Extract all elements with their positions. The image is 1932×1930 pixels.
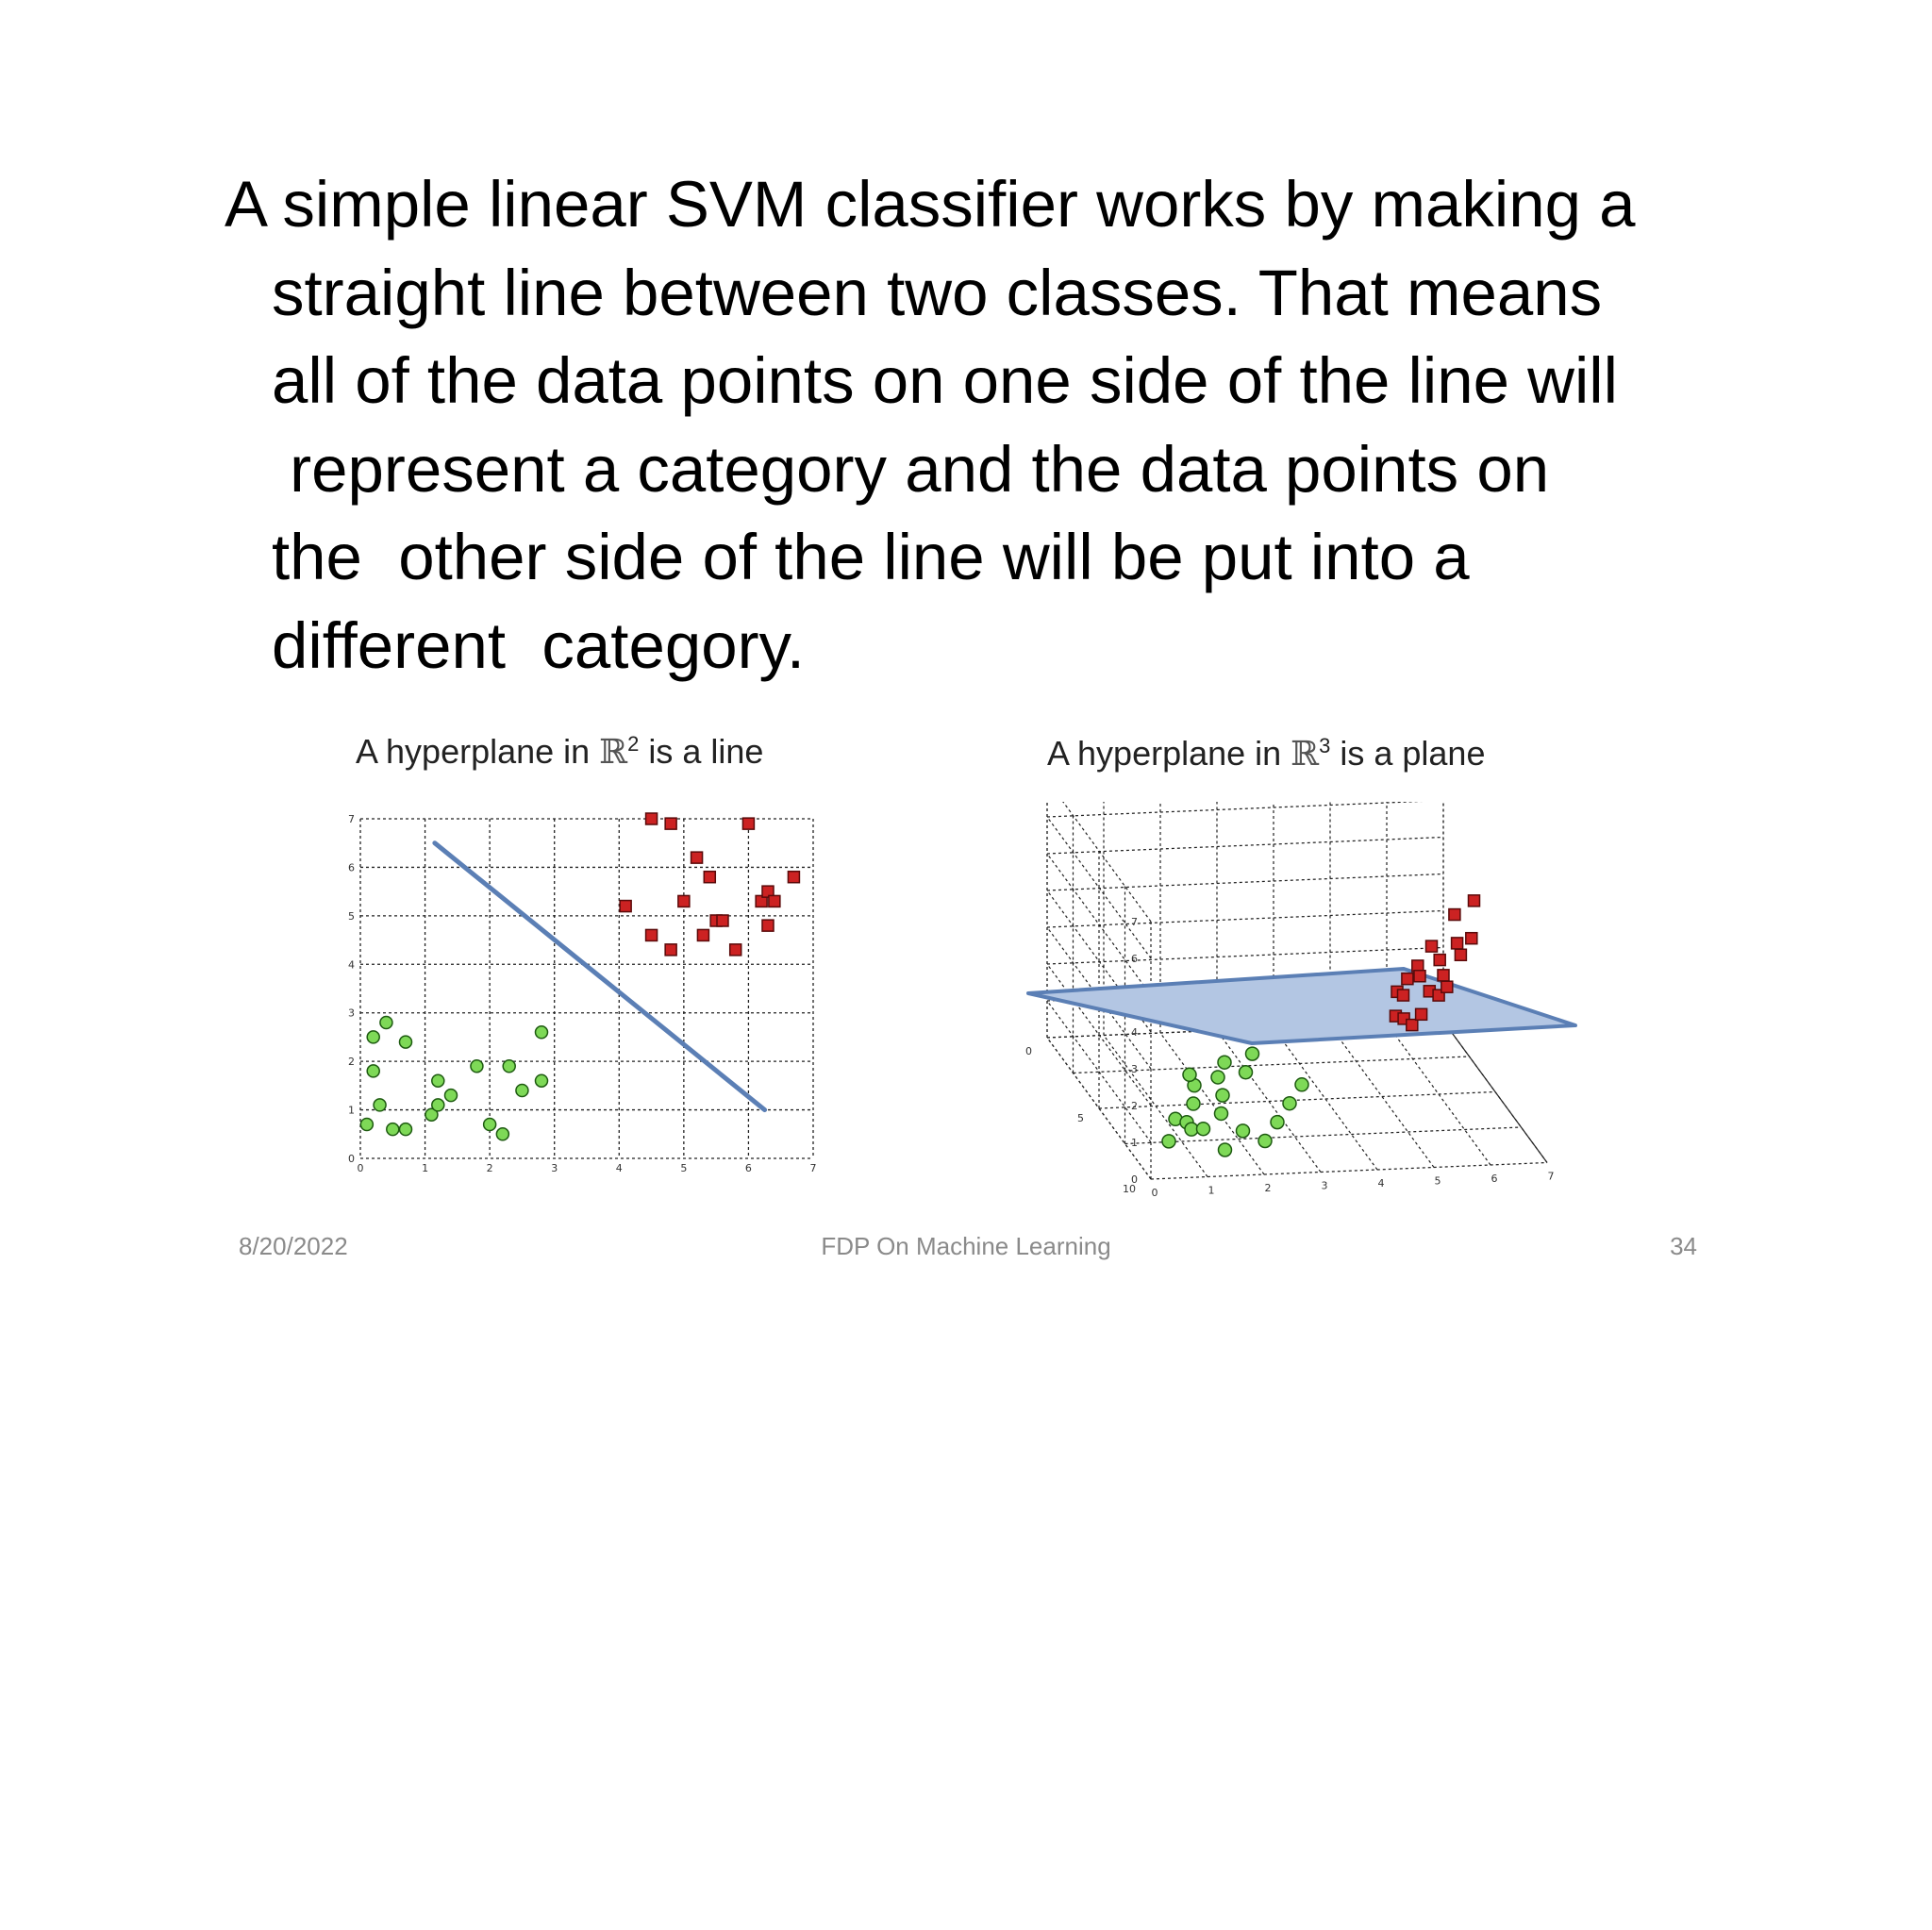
left-title-prefix: A hyperplane in	[356, 732, 600, 771]
data-point-class-a	[1215, 1106, 1228, 1120]
z-tick-label: 2	[1131, 1100, 1138, 1112]
footer-date: 8/20/2022	[239, 1232, 348, 1260]
data-point-class-a	[536, 1074, 548, 1087]
grid-line-back	[1047, 838, 1443, 855]
data-point-class-a	[536, 1026, 548, 1039]
y-tick-label: 0	[348, 1153, 355, 1165]
y-tick-label: 5	[1077, 1112, 1084, 1124]
x-tick-label: 7	[809, 1162, 817, 1174]
data-point-class-a	[400, 1123, 412, 1136]
data-point-class-b	[704, 872, 715, 883]
right-figure-title	[1047, 734, 1485, 774]
left-figure-title	[356, 732, 763, 772]
z-tick-label: 4	[1131, 1026, 1138, 1039]
data-point-class-b	[730, 944, 741, 956]
x-tick-label: 7	[1547, 1170, 1555, 1183]
x-tick-label: 1	[1208, 1184, 1215, 1197]
data-point-class-a	[1237, 1124, 1250, 1138]
data-point-class-a	[1162, 1135, 1175, 1148]
x-tick-label: 3	[551, 1162, 558, 1174]
axis-x-edge	[1443, 1022, 1547, 1163]
x-tick-label: 2	[486, 1162, 493, 1174]
data-point-class-a	[360, 1119, 373, 1131]
data-point-class-a	[496, 1128, 508, 1140]
data-point-class-a	[400, 1036, 412, 1048]
right-title-exponent: 3	[1319, 734, 1331, 757]
x-tick-label: 5	[680, 1162, 688, 1174]
x-tick-label: 6	[1491, 1173, 1498, 1185]
x-tick-label: 0	[357, 1162, 364, 1174]
grid-line-back	[1047, 802, 1443, 817]
y-tick-label: 10	[1123, 1183, 1136, 1195]
data-point-class-a	[1283, 1097, 1296, 1110]
x-tick-label: 6	[744, 1162, 752, 1174]
data-point-class-a	[374, 1099, 386, 1111]
data-point-class-b	[717, 915, 728, 926]
data-point-class-b	[1414, 971, 1425, 982]
data-point-class-b	[646, 813, 658, 824]
data-point-class-b	[678, 895, 690, 907]
right-title-prefix: A hyperplane in	[1047, 734, 1291, 773]
y-tick-label: 6	[348, 861, 355, 874]
data-point-class-b	[788, 872, 799, 883]
data-point-class-a	[1211, 1071, 1224, 1084]
hyperplane-plane	[1028, 969, 1575, 1043]
x-tick-label: 4	[1377, 1177, 1385, 1190]
data-point-class-a	[380, 1017, 392, 1029]
grid-line-floor	[1099, 1092, 1495, 1109]
data-point-class-b	[1466, 933, 1477, 944]
y-tick-label: 0	[1025, 1045, 1032, 1057]
data-point-class-b	[665, 818, 676, 829]
data-point-class-b	[665, 944, 676, 956]
data-point-class-b	[1426, 940, 1438, 952]
body-line: represent a category and the data points on	[272, 432, 1550, 506]
grid-line-back	[1047, 948, 1443, 965]
data-point-class-a	[516, 1085, 528, 1097]
data-point-class-b	[691, 852, 703, 863]
real-numbers-symbol: ℝ	[1291, 735, 1320, 774]
data-point-class-a	[484, 1119, 496, 1131]
x-tick-label: 5	[1434, 1174, 1441, 1188]
data-point-class-b	[620, 901, 631, 912]
data-point-class-a	[1219, 1143, 1232, 1156]
data-point-class-b	[1416, 1008, 1427, 1020]
data-point-class-b	[1398, 990, 1409, 1001]
data-point-class-b	[1449, 909, 1460, 921]
left-title-exponent: 2	[627, 732, 640, 756]
data-point-class-b	[1469, 895, 1480, 907]
body-line: the other side of the line will be put into a	[272, 521, 1470, 593]
data-point-class-a	[1187, 1097, 1200, 1110]
footer-title: FDP On Machine Learning	[821, 1232, 1111, 1260]
z-tick-label: 1	[1131, 1137, 1138, 1149]
left-title-suffix: is a line	[639, 732, 764, 771]
z-tick-label: 0	[1131, 1173, 1138, 1186]
data-point-class-a	[387, 1123, 399, 1136]
body-line: straight line between two classes. That means	[272, 256, 1603, 329]
data-point-class-b	[1438, 970, 1449, 981]
data-point-class-a	[1295, 1078, 1308, 1091]
data-point-class-b	[1455, 949, 1466, 960]
x-tick-label: 1	[422, 1162, 429, 1174]
y-tick-label: 1	[348, 1104, 355, 1117]
chart-3d-scatter	[1009, 802, 1623, 1217]
grid-line-back	[1047, 911, 1443, 928]
data-point-class-b	[1402, 973, 1413, 985]
data-point-class-a	[1240, 1066, 1253, 1079]
body-line: A simple linear SVM classifier works by making a	[225, 168, 1636, 241]
z-tick-label: 3	[1131, 1063, 1138, 1075]
data-point-class-a	[1271, 1116, 1284, 1129]
z-tick-label: 7	[1131, 916, 1138, 928]
data-point-class-a	[445, 1090, 458, 1102]
footer-page-number: 34	[1670, 1232, 1697, 1260]
body-text	[225, 160, 1734, 690]
body-line: different category.	[272, 608, 806, 682]
z-tick-label: 6	[1131, 953, 1138, 965]
data-point-class-a	[367, 1065, 379, 1077]
y-tick-label: 2	[348, 1056, 355, 1069]
data-point-class-a	[367, 1031, 379, 1043]
real-numbers-symbol: ℝ	[599, 733, 628, 772]
x-tick-label: 2	[1264, 1182, 1272, 1194]
y-tick-label: 3	[348, 1007, 355, 1020]
data-point-class-a	[503, 1060, 515, 1073]
data-point-class-a	[471, 1060, 483, 1073]
grid-line-back	[1047, 874, 1443, 891]
y-tick-label: 5	[348, 909, 355, 923]
y-tick-label: 7	[348, 813, 355, 825]
data-point-class-a	[1216, 1089, 1229, 1102]
chart-2d-scatter	[340, 802, 830, 1189]
grid-line-floor	[1151, 1163, 1547, 1180]
data-point-class-b	[697, 929, 708, 940]
data-point-class-a	[1258, 1135, 1272, 1148]
data-point-class-a	[1246, 1047, 1259, 1060]
x-tick-label: 4	[615, 1162, 623, 1174]
body-line: all of the data points on one side of the line will	[272, 344, 1618, 417]
data-point-class-a	[432, 1099, 444, 1111]
x-tick-label: 0	[1151, 1187, 1158, 1199]
data-point-class-a	[1218, 1056, 1231, 1069]
y-tick-label: 4	[348, 958, 355, 972]
data-point-class-a	[1183, 1068, 1196, 1081]
data-point-class-b	[762, 920, 774, 931]
data-point-class-b	[742, 818, 754, 829]
data-point-class-b	[1407, 1020, 1418, 1031]
data-point-class-b	[1441, 981, 1453, 992]
data-point-class-a	[1197, 1123, 1210, 1136]
right-title-suffix: is a plane	[1330, 734, 1486, 773]
data-point-class-b	[1452, 938, 1463, 949]
data-point-class-b	[1434, 955, 1445, 966]
data-point-class-b	[646, 929, 658, 940]
data-point-class-a	[432, 1074, 444, 1087]
data-point-class-b	[769, 895, 780, 907]
x-tick-label: 3	[1321, 1179, 1328, 1192]
